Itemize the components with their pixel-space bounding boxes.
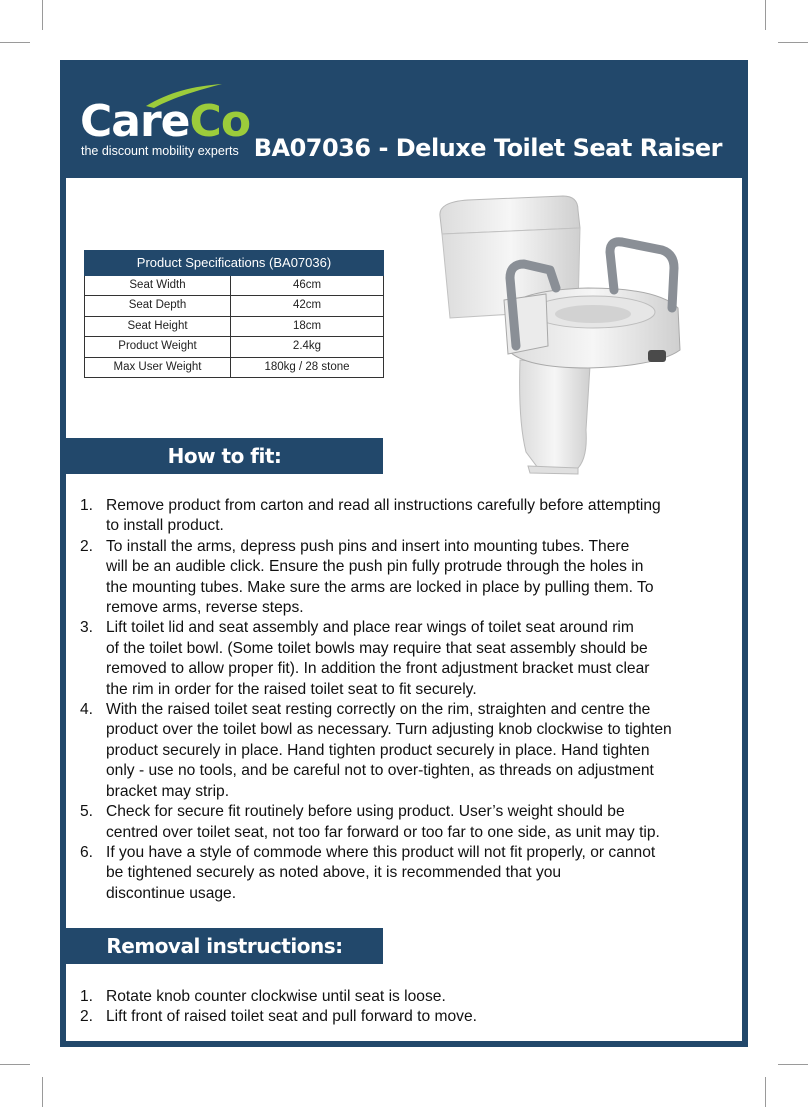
crop-mark [765,0,766,30]
crop-mark [42,0,43,30]
spec-value: 2.4kg [292,340,322,353]
list-number: 1. [80,988,94,1005]
spec-label: Seat Width [85,276,231,295]
spec-label: Seat Height [85,317,231,336]
spec-label: Max User Weight [85,358,231,377]
list-number: 3. [80,619,94,637]
list-item [80,700,740,802]
list-line: the mounting tubes. Make sure the arms are locked in place by pulling them. To [106,578,654,596]
spec-table-heading: Product Specifications (BA07036) [84,250,384,276]
spec-value: 180kg / 28 stone [264,360,350,373]
crop-mark [778,42,808,43]
removal-list [80,987,740,1028]
list-item [80,618,740,700]
list-number: 6. [80,843,94,861]
page-title: BA07036 - Deluxe Toilet Seat Raiser [253,134,722,162]
list-item [80,843,740,904]
crop-mark [42,1077,43,1107]
spec-row [84,337,384,357]
crop-mark [0,1064,30,1065]
crop-mark [0,42,30,43]
crop-mark [765,1077,766,1107]
list-line: With the raised toilet seat resting correctly on the rim, straighten and centre the [106,701,651,719]
list-line: To install the arms, depress push pins and insert into mounting tubes. There [106,537,630,555]
list-line: removed to allow proper fit). In addition the front adjustment bracket must clear [106,660,650,678]
spec-row [84,358,384,378]
spec-table [84,250,384,378]
list-line: product over the toilet bowl as necessary. Turn adjusting knob clockwise to tighten [106,721,672,739]
header [60,60,748,178]
list-number: 1. [80,497,94,514]
list-line: discontinue usage. [106,884,237,902]
list-line: of the toilet bowl. (Some toilet bowls may require that seat assembly should be [106,639,648,657]
spec-value: 18cm [292,319,322,332]
spec-row [84,296,384,316]
how-to-fit-list [80,496,740,904]
list-number: 4. [80,701,94,719]
list-number: 2. [80,537,94,555]
list-line: only - use no tools, and be careful not to over-tighten, as threads on adjustment [106,762,654,780]
list-line: will be an audible click. Ensure the push pin fully protrude through the holes in [106,558,644,576]
list-item [80,537,740,619]
list-item [80,496,740,537]
list-line: bracket may strip. [106,782,230,800]
spec-label: Seat Depth [85,296,231,315]
list-line: Lift front of raised toilet seat and pull forward to move. [106,1008,477,1026]
list-line: Remove product from carton and read all instructions carefully before attempting [106,497,661,514]
list-item [80,1007,740,1027]
list-line: be tightened securely as noted above, it is recommended that you [106,864,562,882]
logo-tagline: the discount mobility experts [81,144,239,158]
careco-logo [80,82,260,162]
spec-value: 42cm [292,299,322,312]
list-line: the rim in order for the raised toilet seat to fit securely. [106,680,477,698]
list-item [80,987,740,1007]
how-to-fit-heading: How to fit: [66,438,383,474]
logo-co: Co [189,96,251,147]
list-line: to install product. [106,517,224,535]
list-number: 2. [80,1008,94,1026]
spec-row [84,276,384,296]
list-line: Check for secure fit routinely before using product. User’s weight should be [106,803,625,821]
logo-wordmark [80,96,250,147]
list-line: Rotate knob counter clockwise until seat is loose. [106,988,446,1005]
list-number: 5. [80,803,94,821]
list-line: If you have a style of commode where this product will not fit properly, or cannot [106,843,656,861]
list-item [80,802,740,843]
spec-row [84,317,384,337]
toilet-seat-raiser-image [428,190,708,480]
logo-care: Care [80,96,190,147]
list-line: centred over toilet seat, not too far forward or too far to one side, as unit may tip. [106,823,660,841]
list-line: product securely in place. Hand tighten product securely in place. Hand tighten [106,741,650,759]
list-line: Lift toilet lid and seat assembly and place rear wings of toilet seat around rim [106,619,634,637]
list-line: remove arms, reverse steps. [106,599,304,617]
crop-mark [778,1064,808,1065]
removal-heading: Removal instructions: [66,928,383,964]
spec-value: 46cm [292,279,322,291]
spec-label: Product Weight [85,337,231,356]
